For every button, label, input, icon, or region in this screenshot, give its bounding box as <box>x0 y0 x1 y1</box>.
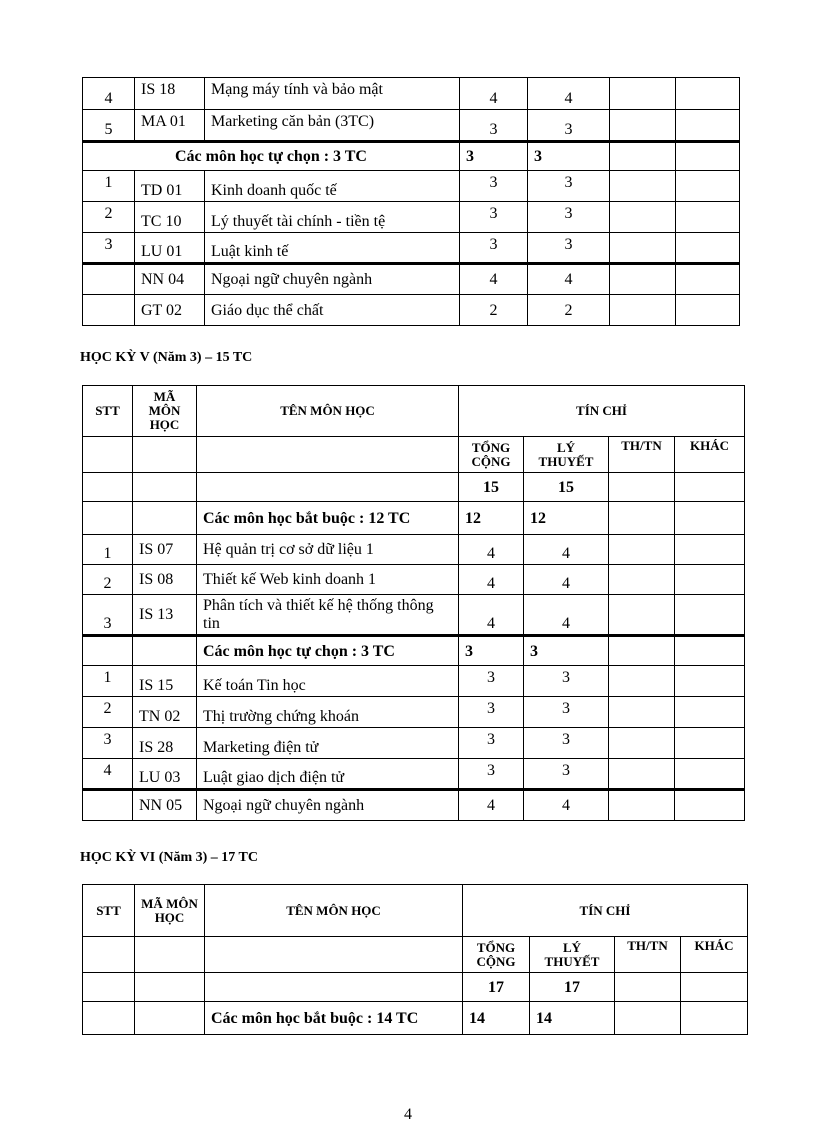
total-credits-cell: 4 <box>459 565 524 595</box>
practice-cell <box>610 264 676 295</box>
group-label: Các môn học tự chọn : 3 TC <box>83 142 460 171</box>
course-code-cell: NN 05 <box>133 790 197 821</box>
group-label: Các môn học tự chọn : 3 TC <box>197 636 459 666</box>
total-credits-cell: 4 <box>460 264 528 295</box>
theory-credits-cell: 3 <box>528 110 610 142</box>
stt-cell: 3 <box>83 595 133 636</box>
theory-credits-cell: 3 <box>524 759 609 790</box>
course-code-cell: NN 04 <box>135 264 205 295</box>
stt-cell: 1 <box>83 171 135 202</box>
table-row <box>83 759 745 790</box>
theory-header: LÝ THUYẾT <box>530 937 615 973</box>
practice-cell <box>609 502 675 535</box>
practice-cell <box>610 78 676 110</box>
practice-cell <box>609 728 675 759</box>
empty-cell <box>205 937 463 973</box>
empty-cell <box>133 437 197 473</box>
course-code-cell: IS 18 <box>135 78 205 110</box>
practice-cell <box>610 202 676 233</box>
theory-credits-cell: 4 <box>524 535 609 565</box>
course-name-cell: Ngoại ngữ chuyên ngành <box>197 790 459 821</box>
other-cell <box>675 502 745 535</box>
semester-6-heading: HỌC KỲ VI (Năm 3) – 17 TC <box>80 850 258 865</box>
theory-credits-cell: 17 <box>530 973 615 1002</box>
other-cell <box>675 565 745 595</box>
total-credits-cell: 4 <box>459 535 524 565</box>
total-credits-cell: 14 <box>463 1002 530 1035</box>
empty-cell <box>83 437 133 473</box>
course-name-cell: Thiết kế Web kinh doanh 1 <box>197 565 459 595</box>
table-row <box>83 666 745 697</box>
course-name-cell: Marketing căn bản (3TC) <box>205 110 460 142</box>
total-credits-cell: 3 <box>460 171 528 202</box>
group-row <box>83 142 740 171</box>
other-cell <box>675 636 745 666</box>
other-cell <box>675 697 745 728</box>
semester-5-heading: HỌC KỲ V (Năm 3) – 15 TC <box>80 350 253 365</box>
semester-6-table <box>82 884 748 1035</box>
total-credits-cell: 12 <box>459 502 524 535</box>
practice-header: TH/TN <box>615 937 681 973</box>
empty-cell <box>135 937 205 973</box>
course-code-cell: IS 07 <box>133 535 197 565</box>
table-row <box>83 202 740 233</box>
stt-cell: 3 <box>83 728 133 759</box>
practice-cell <box>609 595 675 636</box>
total-credits-cell: 2 <box>460 295 528 326</box>
other-header: KHÁC <box>681 937 748 973</box>
table-row <box>83 565 745 595</box>
practice-cell <box>609 636 675 666</box>
subheader-row <box>83 937 748 973</box>
total-header: TỔNG CỘNG <box>459 437 524 473</box>
total-credits-cell: 3 <box>459 697 524 728</box>
empty-cell <box>83 502 133 535</box>
stt-header: STT <box>83 386 133 437</box>
empty-cell <box>83 937 135 973</box>
practice-cell <box>615 1002 681 1035</box>
stt-cell: 3 <box>83 233 135 264</box>
header-row <box>83 885 748 937</box>
stt-cell: 2 <box>83 565 133 595</box>
course-code-header: MÃ MÔN HỌC <box>135 885 205 937</box>
empty-cell <box>133 636 197 666</box>
course-name-cell: Luật giao dịch điện tử <box>197 759 459 790</box>
practice-cell <box>609 535 675 565</box>
practice-cell <box>615 973 681 1002</box>
theory-credits-cell: 4 <box>528 264 610 295</box>
table-row <box>83 728 745 759</box>
total-credits-cell: 4 <box>459 790 524 821</box>
group-label: Các môn học bắt buộc : 14 TC <box>205 1002 463 1035</box>
theory-credits-cell: 2 <box>528 295 610 326</box>
theory-credits-cell: 12 <box>524 502 609 535</box>
header-row <box>83 386 745 437</box>
theory-credits-cell: 4 <box>524 595 609 636</box>
other-cell <box>675 759 745 790</box>
theory-credits-cell: 3 <box>524 697 609 728</box>
theory-credits-cell: 14 <box>530 1002 615 1035</box>
table-row <box>83 110 740 142</box>
practice-cell <box>609 565 675 595</box>
stt-cell: 1 <box>83 535 133 565</box>
course-name-header: TÊN MÔN HỌC <box>197 386 459 437</box>
other-cell <box>675 595 745 636</box>
other-cell <box>675 790 745 821</box>
course-name-cell: Mạng máy tính và bảo mật <box>205 78 460 110</box>
group-row <box>83 1002 748 1035</box>
table-row <box>83 264 740 295</box>
other-cell <box>675 728 745 759</box>
course-code-cell: TN 02 <box>133 697 197 728</box>
table-row <box>83 535 745 565</box>
theory-credits-cell: 3 <box>524 636 609 666</box>
stt-header: STT <box>83 885 135 937</box>
empty-cell <box>197 473 459 502</box>
stt-cell: 5 <box>83 110 135 142</box>
course-code-cell: LU 01 <box>135 233 205 264</box>
table-row <box>83 295 740 326</box>
practice-header: TH/TN <box>609 437 675 473</box>
practice-cell <box>610 142 676 171</box>
course-name-cell: Kế toán Tin học <box>197 666 459 697</box>
other-cell <box>676 295 740 326</box>
total-credits-cell: 15 <box>459 473 524 502</box>
stt-cell: 2 <box>83 697 133 728</box>
stt-cell: 4 <box>83 78 135 110</box>
course-name-cell: Ngoại ngữ chuyên ngành <box>205 264 460 295</box>
theory-credits-cell: 3 <box>524 666 609 697</box>
empty-cell <box>133 473 197 502</box>
total-row <box>83 473 745 502</box>
other-cell <box>676 264 740 295</box>
theory-credits-cell: 3 <box>528 142 610 171</box>
table-row <box>83 595 745 636</box>
total-credits-cell: 3 <box>460 202 528 233</box>
page-number: 4 <box>404 1106 412 1123</box>
course-name-cell: Lý thuyết tài chính - tiền tệ <box>205 202 460 233</box>
theory-credits-cell: 4 <box>524 790 609 821</box>
theory-credits-cell: 3 <box>524 728 609 759</box>
practice-cell <box>610 233 676 264</box>
total-header: TỔNG CỘNG <box>463 937 530 973</box>
course-code-cell: MA 01 <box>135 110 205 142</box>
total-credits-cell: 3 <box>460 110 528 142</box>
table-row <box>83 78 740 110</box>
theory-header: LÝ THUYẾT <box>524 437 609 473</box>
practice-cell <box>609 473 675 502</box>
course-name-cell: Thị trường chứng khoán <box>197 697 459 728</box>
course-name-cell: Luật kinh tế <box>205 233 460 264</box>
other-cell <box>675 473 745 502</box>
empty-cell <box>205 973 463 1002</box>
total-credits-cell: 3 <box>459 759 524 790</box>
empty-cell <box>83 473 133 502</box>
course-name-cell: Giáo dục thể chất <box>205 295 460 326</box>
empty-cell <box>83 1002 135 1035</box>
empty-cell <box>133 502 197 535</box>
subheader-row <box>83 437 745 473</box>
course-name-header: TÊN MÔN HỌC <box>205 885 463 937</box>
practice-cell <box>609 790 675 821</box>
practice-cell <box>609 666 675 697</box>
practice-cell <box>610 295 676 326</box>
table-row <box>83 233 740 264</box>
empty-cell <box>135 1002 205 1035</box>
table-row <box>83 697 745 728</box>
total-credits-cell: 4 <box>460 78 528 110</box>
empty-cell <box>83 636 133 666</box>
other-cell <box>681 973 748 1002</box>
course-code-cell: IS 28 <box>133 728 197 759</box>
group-row <box>83 502 745 535</box>
other-cell <box>676 171 740 202</box>
course-name-cell: Phân tích và thiết kế hệ thống thông tin <box>197 595 459 636</box>
total-credits-cell: 3 <box>460 233 528 264</box>
other-cell <box>681 1002 748 1035</box>
practice-cell <box>610 110 676 142</box>
course-code-cell: GT 02 <box>135 295 205 326</box>
course-name-cell: Kinh doanh quốc tế <box>205 171 460 202</box>
empty-cell <box>83 973 135 1002</box>
total-credits-cell: 4 <box>459 595 524 636</box>
theory-credits-cell: 4 <box>528 78 610 110</box>
table-row <box>83 790 745 821</box>
other-cell <box>676 233 740 264</box>
practice-cell <box>609 697 675 728</box>
total-credits-cell: 3 <box>459 666 524 697</box>
empty-cell <box>135 973 205 1002</box>
other-cell <box>676 142 740 171</box>
table-row <box>83 171 740 202</box>
stt-cell <box>83 295 135 326</box>
theory-credits-cell: 3 <box>528 202 610 233</box>
stt-cell: 1 <box>83 666 133 697</box>
course-code-header: MÃ MÔN HỌC <box>133 386 197 437</box>
stt-cell: 4 <box>83 759 133 790</box>
other-header: KHÁC <box>675 437 745 473</box>
total-credits-cell: 3 <box>459 728 524 759</box>
stt-cell <box>83 264 135 295</box>
total-credits-cell: 3 <box>459 636 524 666</box>
total-credits-cell: 3 <box>460 142 528 171</box>
other-cell <box>676 110 740 142</box>
practice-cell <box>610 171 676 202</box>
course-code-cell: IS 08 <box>133 565 197 595</box>
group-label: Các môn học bắt buộc : 12 TC <box>197 502 459 535</box>
other-cell <box>676 202 740 233</box>
course-name-cell: Hệ quản trị cơ sở dữ liệu 1 <box>197 535 459 565</box>
semester-5-table <box>82 385 745 821</box>
total-row <box>83 973 748 1002</box>
course-code-cell: IS 15 <box>133 666 197 697</box>
other-cell <box>676 78 740 110</box>
theory-credits-cell: 3 <box>528 233 610 264</box>
total-credits-cell: 17 <box>463 973 530 1002</box>
credits-header: TÍN CHỈ <box>459 386 745 437</box>
theory-credits-cell: 3 <box>528 171 610 202</box>
course-code-cell: IS 13 <box>133 595 197 636</box>
credits-header: TÍN CHỈ <box>463 885 748 937</box>
course-table-continued <box>82 77 740 326</box>
stt-cell: 2 <box>83 202 135 233</box>
theory-credits-cell: 4 <box>524 565 609 595</box>
course-code-cell: TD 01 <box>135 171 205 202</box>
empty-cell <box>197 437 459 473</box>
practice-cell <box>609 759 675 790</box>
theory-credits-cell: 15 <box>524 473 609 502</box>
other-cell <box>675 666 745 697</box>
stt-cell <box>83 790 133 821</box>
group-row <box>83 636 745 666</box>
other-cell <box>675 535 745 565</box>
course-code-cell: LU 03 <box>133 759 197 790</box>
course-name-cell: Marketing điện tử <box>197 728 459 759</box>
course-code-cell: TC 10 <box>135 202 205 233</box>
